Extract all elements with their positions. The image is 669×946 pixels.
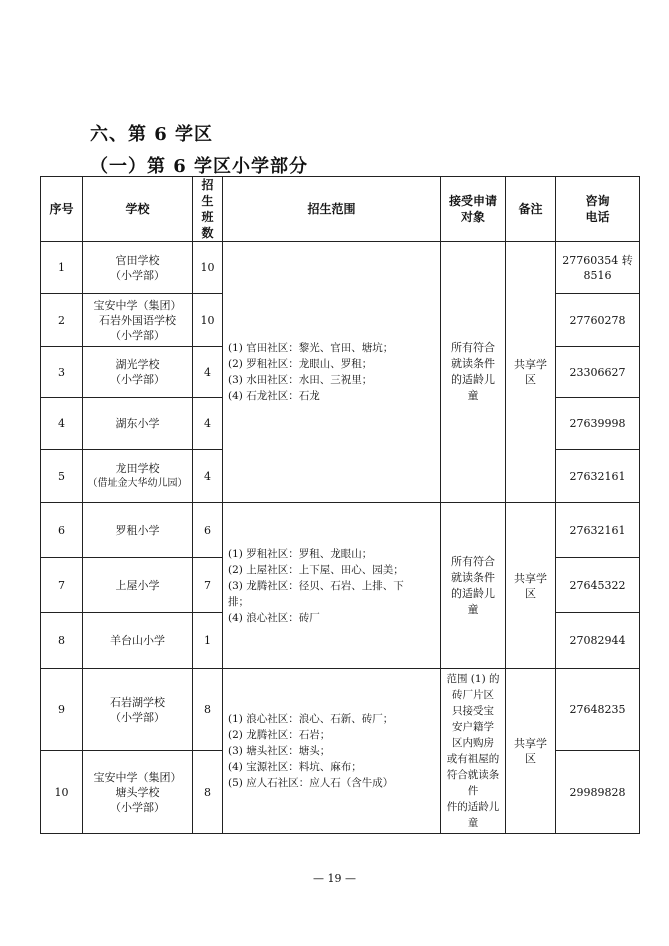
cell-classes: 10 (193, 242, 223, 294)
cell-phone: 29989828 (556, 751, 640, 834)
header-target-line: 接受申请 (448, 194, 497, 208)
header-classes (193, 177, 223, 242)
school-line: （小学部） (110, 710, 165, 724)
target-line: 童 (467, 817, 479, 829)
cell-target (441, 242, 506, 503)
school-line: 龙田学校 (115, 462, 160, 475)
target-line: 所有符合 (451, 554, 495, 568)
cell-school (83, 558, 193, 613)
cell-target (441, 503, 506, 669)
cell-school (83, 751, 193, 834)
target-line: 的适龄儿 (451, 373, 495, 386)
school-line: 官田学校 (115, 253, 160, 267)
header-phone (556, 177, 640, 242)
header-seq: 序号 (41, 177, 83, 242)
school-line: （借址金大华幼儿园） (87, 478, 188, 489)
target-line: 符合就读条件 (446, 769, 500, 797)
section-heading: 六、第 6 学区 (90, 124, 214, 145)
cell-note: 共享学区 (506, 503, 556, 669)
header-phone-line: 电话 (585, 210, 610, 224)
cell-classes: 4 (193, 450, 223, 503)
cell-school (83, 294, 193, 347)
school-line: 上屋小学 (115, 578, 160, 592)
page-number: — 19 — (313, 872, 356, 885)
cell-school (83, 398, 193, 450)
cell-school (83, 669, 193, 751)
cell-seq: 8 (41, 613, 83, 669)
cell-school (83, 613, 193, 669)
cell-phone: 27648235 (556, 669, 640, 751)
cell-seq: 5 (41, 450, 83, 503)
range-line: (5) 应人石社区：应人石（含牛成） (228, 777, 394, 789)
target-line: 安户籍学 (452, 721, 494, 733)
cell-seq: 7 (41, 558, 83, 613)
cell-phone: 23306627 (556, 347, 640, 398)
range-line: (1) 浪心社区：浪心、石新、砖厂； (228, 713, 394, 725)
school-line: 宝安中学（集团） (93, 298, 182, 312)
target-line: 或有祖屋的 (446, 753, 500, 765)
range-line: (4) 石龙社区：石龙 (228, 390, 320, 402)
cell-range (223, 669, 441, 834)
header-target (441, 177, 506, 242)
range-line: (3) 塘头社区：塘头； (228, 745, 331, 757)
cell-classes: 7 (193, 558, 223, 613)
cell-seq: 6 (41, 503, 83, 558)
cell-classes: 1 (193, 613, 223, 669)
cell-seq: 4 (41, 398, 83, 450)
cell-seq: 9 (41, 669, 83, 751)
header-phone-line: 咨询 (585, 194, 610, 208)
range-line: (3) 水田社区：水田、三祝里； (228, 374, 373, 386)
target-line: 只接受宝 (452, 705, 494, 717)
range-line: 排； (228, 595, 249, 608)
cell-phone: 27632161 (556, 450, 640, 503)
school-line: 石岩湖学校 (110, 695, 165, 709)
range-line: (2) 上屋社区：上下屋、田心、园美； (228, 563, 404, 576)
target-line: 区内购房 (452, 737, 494, 749)
school-line: （小学部） (110, 800, 165, 814)
cell-school (83, 242, 193, 294)
cell-seq: 2 (41, 294, 83, 347)
cell-school (83, 503, 193, 558)
range-line: (2) 罗租社区：龙眼山、罗租； (228, 358, 373, 370)
range-line: (1) 罗租社区：罗租、龙眼山； (228, 547, 373, 560)
table-row (41, 669, 640, 751)
cell-phone: 27760278 (556, 294, 640, 347)
school-line: 湖东小学 (115, 417, 160, 430)
cell-classes: 4 (193, 347, 223, 398)
target-line: 童 (467, 389, 479, 402)
cell-classes: 4 (193, 398, 223, 450)
cell-phone: 27639998 (556, 398, 640, 450)
cell-note: 共享学区 (506, 242, 556, 503)
range-line: (2) 龙腾社区：石岩； (228, 729, 331, 741)
target-line: 的适龄儿 (451, 586, 495, 600)
table-row (41, 503, 640, 558)
cell-classes: 10 (193, 294, 223, 347)
target-line: 所有符合 (451, 341, 495, 354)
range-line: (4) 浪心社区：砖厂 (228, 611, 320, 624)
range-line: (1) 官田社区：黎光、官田、塘坑； (228, 342, 394, 354)
cell-range (223, 503, 441, 669)
school-line: （小学部） (110, 268, 165, 282)
table-header-row (41, 177, 640, 242)
target-line: 就读条件 (451, 570, 495, 584)
cell-classes: 6 (193, 503, 223, 558)
school-line: （小学部） (110, 373, 165, 386)
school-line: 羊台山小学 (110, 634, 165, 647)
cell-phone: 27632161 (556, 503, 640, 558)
target-line: 就读条件 (451, 357, 495, 370)
cell-seq: 10 (41, 751, 83, 834)
cell-school (83, 450, 193, 503)
cell-seq: 3 (41, 347, 83, 398)
cell-phone: 27760354 转 8516 (556, 242, 640, 294)
cell-note: 共享学区 (506, 669, 556, 834)
cell-school (83, 347, 193, 398)
header-classes-line: 招生 (201, 178, 214, 208)
target-line: 范围 (1) 的 (446, 673, 500, 685)
target-line: 童 (467, 602, 479, 616)
cell-phone: 27645322 (556, 558, 640, 613)
school-line: （小学部） (110, 328, 165, 342)
section-subheading: （一）第 6 学区小学部分 (90, 156, 309, 177)
target-line: 件的适龄儿 (446, 801, 500, 813)
cell-phone: 27082944 (556, 613, 640, 669)
school-line: 罗租小学 (115, 523, 160, 537)
range-line: (3) 龙腾社区：径贝、石岩、上排、下 (228, 579, 404, 592)
header-school: 学校 (83, 177, 193, 242)
cell-range (223, 242, 441, 503)
target-line: 砖厂片区 (452, 689, 494, 701)
school-line: 塘头学校 (115, 785, 160, 799)
header-note: 备注 (506, 177, 556, 242)
cell-classes: 8 (193, 751, 223, 834)
cell-seq: 1 (41, 242, 83, 294)
school-line: 宝安中学（集团） (93, 770, 182, 784)
school-line: 石岩外国语学校 (99, 313, 176, 327)
table-row (41, 242, 640, 294)
enrollment-table (40, 176, 640, 834)
range-line: (4) 宝源社区：料坑、麻布； (228, 761, 362, 773)
school-line: 湖光学校 (115, 358, 160, 371)
header-range: 招生范围 (223, 177, 441, 242)
cell-classes: 8 (193, 669, 223, 751)
header-classes-line: 班数 (201, 210, 214, 240)
header-target-line: 对象 (460, 210, 485, 224)
cell-target (441, 669, 506, 834)
